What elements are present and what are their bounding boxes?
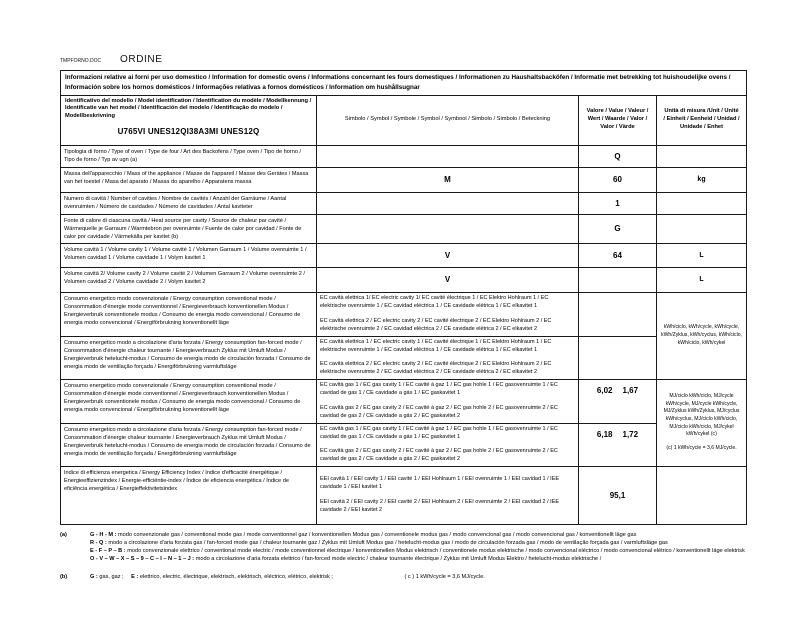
unit-ec-gas-note: (c) 1 kWh/cycle = 3,6 MJ/cycle.	[666, 444, 737, 451]
row-ec-conventional-gas	[61, 379, 747, 423]
symbol-cavities-empty	[317, 192, 579, 214]
value-gas-conventional-kwh: 1,67	[622, 385, 639, 395]
footnote-key: E - F – P – B :	[90, 548, 126, 555]
value-column-header: Valore / Value / Valeur / Wert / Waarde / Valor / Valor / Värde	[579, 95, 657, 145]
value-heat-source: G	[579, 214, 657, 243]
row-volume-1	[61, 243, 747, 267]
value-mass: 60	[579, 167, 657, 192]
row-ec-fan-electric	[61, 336, 747, 379]
value-ec-fan-electric-empty	[579, 336, 657, 379]
unit-eei-empty	[657, 466, 747, 524]
label-volume-2: Volume cavità 2/ Volume cavity 2 / Volume cavité 2 / Volumen Garraum 2 / Volume ovenruimte 2 / Volumen cavidad 2 / Volume cavidade 2 / Volym kavitet 2	[61, 267, 317, 292]
footnote-text: elettrico, electric, électrique, elektrisch, elektrisch, eléctrico, elétrico, elektrisk ;	[139, 573, 333, 580]
label-oven-type: Tipologia di forno / Type of oven / Type de four / Art des Backofens / Type oven / Tipo de horno / Tipo de forno / Typ av ugn (a)	[61, 145, 317, 167]
unit-cavities-empty	[657, 192, 747, 214]
row-ec-conventional-electric	[61, 292, 747, 336]
symbol-ec-conventional-electric	[317, 292, 579, 336]
footnote-text: modo a circolazione d'aria forzata gas / fan-forced mode gas / chaleur tournante gaz / Zyklus mit Umluft Modus gas / hetelucht-modus gas / modo de circulación forzada gas / modo de ventilação forçada gas / varmluftsläge gas	[108, 540, 668, 547]
footnote-a-line-1	[90, 532, 746, 539]
footnote-a-line-2	[90, 540, 746, 547]
value-oven-type: Q	[579, 145, 657, 167]
model-name: U765VI UNES12QI38A3MI UNES12Q	[117, 127, 260, 137]
row-volume-2	[61, 267, 747, 292]
footnote-a-label: (a)	[60, 531, 67, 538]
row-oven-type	[61, 145, 747, 167]
document-header	[60, 54, 746, 66]
symbol-ec-electric-cavity-1: EC cavità elettrica 1 / EC electric cavity 1 / EC cavité électrique 1 / EC Elektro Hohlraum 1 / EC elektrische ovenruimte 1 / EC cavidad eléctrica 1 / CE cavidade elétrica 1 / EC elkavitet 1	[320, 338, 552, 353]
table-title: Informazioni relative ai forni per uso domestico / Information for domestic ovens / Informations concernant les fours domestiques / Informationen zu Haushaltsbacköfen / Informatie met betrekking tot huishoudelijke ovens / Información sobre los hornos domésticos / Informações relativas a fornos domésticos / Information om hushållsugnar	[61, 71, 747, 96]
footnote-text: modo a circolazione d'aria forzata elettrico / fan-forced mode electric / chaleur tournante électrique / Zyklus mit Umluft Modus Elektro / hetelucht-modus elektrische /	[195, 556, 602, 563]
symbol-volume-1: V	[317, 243, 579, 267]
unit-column-header: Unità di misura /Unit / Unité / Einheit / Eenheid / Unidad / Unidade / Enhet	[657, 95, 747, 145]
value-volume-1: 64	[579, 243, 657, 267]
row-eei	[61, 466, 747, 524]
oven-info-table	[60, 70, 747, 525]
footnote-c-note: ( c ) 1 kWh/cycle = 3,6 MJ/cycle.	[404, 573, 485, 580]
symbol-ec-gas-cavity-2: EC cavità gas 2 / EC gas cavity 2 / EC cavité à gaz 2 / EC gas hohle 2 / EC gasovenruimte 2 / EC cavidad de gas 2 / CE cavidade a gás 2 / EC gaskavitet 2	[320, 448, 558, 463]
symbol-ec-gas-cavity-1: EC cavità gas 1 / EC gas cavity 1 / EC cavité à gaz 1 / EC gas hohle 1 / EC gasovenruimte 1 / EC cavidad de gas 1 / CE cavidade a gás 1 / EC gaskavitet 1	[320, 382, 558, 397]
label-ec-fan-gas: Consumo energetico modo a circolazione d'aria forzata / Energy consumption fan-forced mode / Consommation d'énergie chaleur tournante / Energieverbrauch Zyklus mit Umluft Modus / Energieverbruik hetelucht-modus / Consumo de energia modo de circulación forzada / Consumo de energia modo de ventilação forçada / Energiförbrukning varmluftsläge	[61, 423, 317, 466]
footnote-text: gas, gaz ;	[99, 573, 124, 580]
unit-ec-gas	[657, 379, 747, 466]
label-mass: Massa dell'apparecchio / Mass of the appliance / Masse de l'appareil / Masse des Gerätes / Massa van het toestel / Masa del aparato / Massa do aparelho / Apparatens massa	[61, 167, 317, 192]
value-gas-conventional-mj: 6,02	[596, 385, 613, 395]
symbol-ec-conventional-gas	[317, 379, 579, 423]
footnote-text: modo convenzionale gas / conventional mode gas / mode conventionnel gaz / konventionellen Modus gas / conventionele modus gas / modo convencional gas / modo convencional gas / konventionellt läge gas	[117, 531, 637, 538]
unit-volume-1: L	[657, 243, 747, 267]
footnote-a-body	[90, 532, 746, 565]
label-ec-conventional-electric: Consumo energetico modo convenzionale / Energy consumption conventional mode / Consommation d'énergie mode conventionnel / Energieverbrauch konventionellen Modus / Energieverbruik conventionele modus / Consumo de energia modo convencional / Consumo de energia modo convencional / Energiförbrukning konventionellt läge	[61, 292, 317, 336]
footnotes	[60, 532, 746, 581]
footnote-key: G - H - M :	[90, 531, 117, 538]
table-header-row	[61, 95, 747, 145]
document-page	[60, 54, 746, 580]
symbol-eei	[317, 466, 579, 524]
unit-ec-gas-text: MJ/ciclo kWh/ciclo, MJ/cycle kWh/cycle, MJ/cycle kWh/cycle, MJ/Zyklus kWh/Zyklus, MJ/cyclus kWh/cyclus, MJ/ciclo kWh/ciclo, MJ/ciclo kWh/ciclo, MJ/cykel kWh/cykel (c)	[663, 393, 740, 438]
symbol-eei-cavity-2: EEI cavità 2 / EEI cavity 2 / EEI cavité 2 / EEI Hohlraum 2 / EEI ovenruimte 2 / EEI cavidad 2 / IEE cavidade 2 / EEI kavitet 2	[320, 498, 560, 513]
symbol-ec-gas-cavity-1: EC cavità gas 1 / EC gas cavity 1 / EC cavité à gaz 1 / EC gas hohle 1 / EC gasovenruimte 1 / EC cavidad de gas 1 / CE cavidade a gás 1 / EC gaskavitet 1	[320, 425, 558, 440]
row-mass	[61, 167, 747, 192]
symbol-volume-2: V	[317, 267, 579, 292]
symbol-ec-fan-gas	[317, 423, 579, 466]
symbol-oven-type-empty	[317, 145, 579, 167]
footnote-a	[60, 532, 746, 565]
symbol-ec-electric-cavity-2: EC cavità elettrica 2 / EC electric cavity 2 / EC cavité électrique 2 / EC Elektro Hohlraum 2 / EC elektrische ovenruimte 2 / EC cavidad eléctrica 2 / CE cavidade elétrica 2 / EC elkavitet 2	[320, 317, 552, 332]
footnote-b	[60, 574, 746, 581]
row-cavities	[61, 192, 747, 214]
label-heat-source: Fonte di calore di ciascuna cavità / Heat source per cavity / Source de chaleur par cavité / Wärmequelle je Garraum / Warmtebron per ovenruimte / Fuente de calor por cavidad / Fonte de calor por cavidade / Värmekälla per kavitet (b)	[61, 214, 317, 243]
unit-volume-2: L	[657, 267, 747, 292]
symbol-heat-source-empty	[317, 214, 579, 243]
value-gas-fan-mj: 6,18	[596, 429, 613, 439]
symbol-eei-cavity-1: EEI cavità 1 / EEI cavity 1 / EEI cavité 1 / EEI Hohlraum 1 / EEI ovenruimte 1 / EEI cavidad 1 / IEE cavidade 1 / EEI kavitet 1	[320, 476, 560, 491]
value-eei: 95,1	[579, 466, 657, 524]
unit-oven-type-empty	[657, 145, 747, 167]
label-cavities: Numero di cavità / Number of cavities / Nombre de cavités / Anzahl der Garräume / Aantal ovenruimten / Número de cavidades / Número de cavidades / Antal kaviteter	[61, 192, 317, 214]
value-ec-conventional-electric-empty	[579, 292, 657, 336]
symbol-column-header: Simbolo / Symbol / Symbole / Symbol / Symbool / Simbolo / Simbolo / Beteckning	[317, 95, 579, 145]
label-ec-conventional-gas: Consumo energetico modo convenzionale / Energy consumption conventional mode / Consommation d'énergie mode conventionnel / Energieverbrauch konventionellen Modus / Energieverbruik conventionele modus / Consumo de energia modo convencional / Consumo de energia modo convencional / Energiförbrukning konventionellt läge	[61, 379, 317, 423]
symbol-ec-electric-cavity-2: EC cavità elettrica 2 / EC electric cavity 2 / EC cavité électrique 2 / EC Elektro Hohlraum 2 / EC elektrische ovenruimte 2 / EC cavidad eléctrica 2 / CE cavidade elétrica 2 / EC elkavitet 2	[320, 361, 552, 376]
label-ec-fan-electric: Consumo energetico modo a circolazione d'aria forzata / Energy consumption fan-forced mode / Consommation d'énergie chaleur tournante / Energieverbrauch Zyklus mit Umluft Modus / Energieverbruik hetelucht-modus / Consumo de energia modo de circulación forzada / Consumo de energia modo de ventilação forçada / Energiförbrukning varmluftsläge	[61, 336, 317, 379]
model-header-cell	[61, 95, 317, 145]
footnote-key: E :	[131, 573, 139, 580]
footnote-key: G :	[90, 573, 98, 580]
footnote-text: modo convenzionale elettrico / conventional mode electric / mode conventionnel électrique / konventionellen Modus elektrisch / conventionele modus elektrische / modo convencional eléctrico / modo convencional elétrico / konventionellt läge elektrisk	[127, 548, 745, 555]
footnote-key: R - Q :	[90, 540, 107, 547]
label-volume-1: Volume cavità 1 / Volume cavity 1 / Volume cavité 1 / Volumen Garraum 1 / Volume ovenruimte 1 / Volumen cavidad 1 / Volume cavidade 1 / Volym kavitet 1	[61, 243, 317, 267]
symbol-ec-gas-cavity-2: EC cavità gas 2 / EC gas cavity 2 / EC cavité à gaz 2 / EC gas hohle 2 / EC gasovenruimte 2 / EC cavidad de gas 2 / CE cavidade a gás 2 / EC gaskavitet 2	[320, 404, 558, 419]
footnote-a-line-3	[90, 548, 746, 555]
symbol-ec-fan-electric	[317, 336, 579, 379]
symbol-mass: M	[317, 167, 579, 192]
value-gas-fan-kwh: 1,72	[622, 429, 639, 439]
value-cavities: 1	[579, 192, 657, 214]
footnote-b-label: (b)	[60, 573, 68, 580]
footnote-key: O - V – W – X – S – 9 – C – I – N – 1 – J :	[90, 556, 195, 563]
unit-ec-electric: kWh/ciclo, kWh/cycle, kWh/cycle, kWh/Zyklus, kWh/cyclus, kWh/ciclo, kWh/ciclo, kWh/cykel	[657, 292, 747, 379]
value-ec-fan-gas	[579, 423, 657, 466]
footnote-b-body	[90, 574, 746, 581]
row-heat-source	[61, 214, 747, 243]
table-title-row	[61, 71, 747, 96]
symbol-ec-electric-cavity-1: EC cavità elettrica 1/ EC electric cavity 1/ EC cavité électrique 1 / EC Elektro Hohlraum 1 / EC elektrische ovenruimte 1 / EC cavidad eléctrica 1 / CE cavidade elétrica 1 / EC elkavitet 1	[320, 295, 549, 310]
model-identification-header: Identificativo del modello / Model identification / Identification du modèle / Modellkennung / Identificatie van het model / Identificación del modelo / Identificação do modelo / Modellbeskrivning	[65, 97, 312, 120]
doc-filename: TMPFORNO.DOC	[60, 58, 102, 64]
value-volume-2-empty	[579, 267, 657, 292]
unit-mass: kg	[657, 167, 747, 192]
row-ec-fan-gas	[61, 423, 747, 466]
footnote-a-line-4	[90, 556, 746, 563]
label-eei: Indice di efficienza energetica / Energy Efficiency Index / Indice d'efficacité énergétique / Energieeffizienzindex / Energie-efficiëntie-index / Índice de eficiencia energética / Índice de eficiência energética / Energieffektivitetsindex	[61, 466, 317, 524]
order-title: ORDINE	[120, 54, 163, 65]
unit-heat-source-empty	[657, 214, 747, 243]
value-ec-conventional-gas	[579, 379, 657, 423]
